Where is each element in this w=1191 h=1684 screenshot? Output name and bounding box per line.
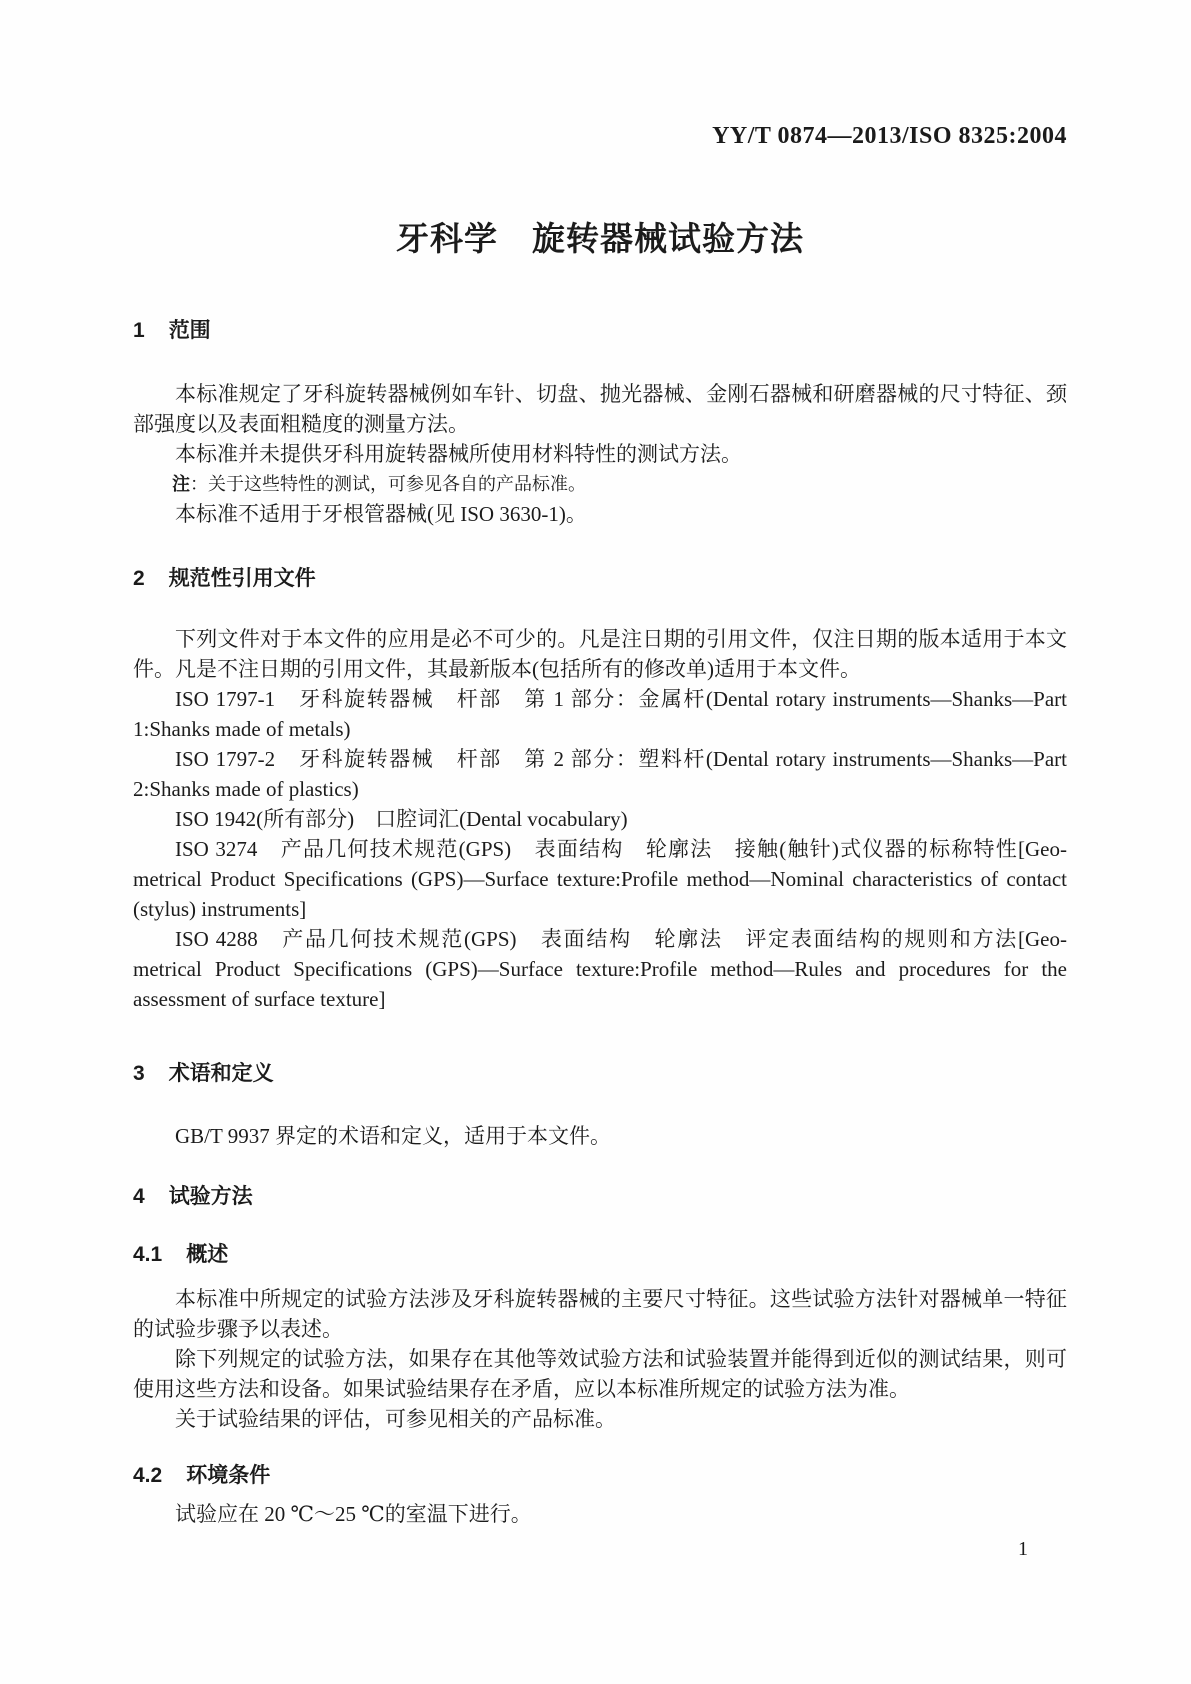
section-number: 1: [133, 319, 145, 342]
paragraph-scope-2: 本标准并未提供牙科用旋转器械所使用材料特性的测试方法。: [175, 442, 742, 466]
paragraph-general-1: 本标准中所规定的试验方法涉及牙科旋转器械的主要尺寸特征。这些试验方法针对器械单一特征的试验步骤予以表述。: [133, 1287, 1067, 1341]
section-number: 2: [133, 567, 145, 590]
reference-iso-3274: ISO 3274 产品几何技术规范(GPS) 表面结构 轮廓法 接触(触针)式仪器的标称特性[Geo-metrical Product Specifications (GPS)—Surface texture:Profile method—Nominal characteristics of contact (stylus) instruments]: [133, 837, 1067, 921]
section-heading-scope: [133, 317, 1067, 345]
subsection-number: 4.1: [133, 1243, 163, 1266]
paragraph-environmental: 试验应在 20 ℃～25 ℃的室温下进行。: [175, 1502, 532, 1526]
note-line: [133, 469, 1067, 499]
paragraph-scope-3: 本标准不适用于牙根管器械(见 ISO 3630-1)。: [175, 502, 587, 526]
reference-iso-1797-2: ISO 1797-2 牙科旋转器械 杆部 第 2 部分：塑料杆(Dental rotary instruments—Shanks—Part 2:Shanks made of plastics): [133, 747, 1067, 801]
section-number: 3: [133, 1062, 145, 1085]
page-number: 1: [1018, 1538, 1028, 1560]
note-text: ：关于这些特性的测试，可参见各自的产品标准。: [190, 474, 586, 494]
section-number: 4: [133, 1185, 145, 1208]
subsection-heading-general: [133, 1241, 1067, 1269]
paragraph-terms: GB/T 9937 界定的术语和定义，适用于本文件。: [175, 1124, 611, 1148]
reference-iso-1797-1: ISO 1797-1 牙科旋转器械 杆部 第 1 部分：金属杆(Dental rotary instruments—Shanks—Part 1:Shanks made of metals): [133, 687, 1067, 741]
paragraph-scope-1: 本标准规定了牙科旋转器械例如车针、切盘、抛光器械、金刚石器械和研磨器械的尺寸特征、颈部强度以及表面粗糙度的测量方法。: [133, 382, 1067, 436]
section-heading-test-methods: [133, 1183, 1067, 1211]
section-title-label: 范围: [168, 319, 211, 342]
section-heading-normative-references: [133, 565, 1067, 593]
section-title-label: 规范性引用文件: [168, 567, 316, 590]
page-title: 牙科学 旋转器械试验方法: [396, 220, 804, 257]
subsection-title-label: 概述: [186, 1243, 229, 1266]
reference-iso-1942: ISO 1942(所有部分) 口腔词汇(Dental vocabulary): [175, 807, 628, 831]
reference-iso-4288: ISO 4288 产品几何技术规范(GPS) 表面结构 轮廓法 评定表面结构的规则和方法[Geo-metrical Product Specifications (GPS)—Surface texture:Profile method—Rules and procedures for the assessment of surface texture]: [133, 927, 1067, 1011]
paragraph-general-3: 关于试验结果的评估，可参见相关的产品标准。: [175, 1407, 616, 1431]
note-label: 注: [172, 474, 190, 494]
subsection-title-label: 环境条件: [186, 1464, 271, 1487]
doc-code: YY/T 0874—2013/ISO 8325:2004: [712, 123, 1067, 149]
paragraph-general-2: 除下列规定的试验方法，如果存在其他等效试验方法和试验装置并能得到近似的测试结果，则可使用这些方法和设备。如果试验结果存在矛盾，应以本标准所规定的试验方法为准。: [133, 1347, 1067, 1401]
paragraph-references-intro: 下列文件对于本文件的应用是必不可少的。凡是注日期的引用文件，仅注日期的版本适用于本文件。凡是不注日期的引用文件，其最新版本(包括所有的修改单)适用于本文件。: [133, 627, 1067, 681]
subsection-heading-environmental-conditions: [133, 1462, 1067, 1490]
section-title-label: 术语和定义: [168, 1062, 274, 1085]
subsection-number: 4.2: [133, 1464, 163, 1487]
section-title-label: 试验方法: [168, 1185, 253, 1208]
section-heading-terms-definitions: [133, 1060, 1067, 1088]
